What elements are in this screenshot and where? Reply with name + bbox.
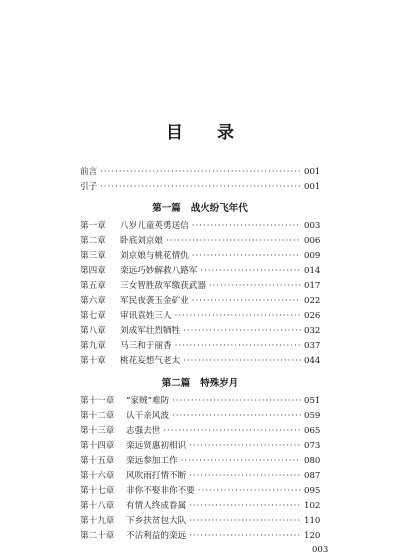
leader-dots [192, 294, 301, 308]
page-title: 目 录 [166, 123, 248, 143]
leader-dots [198, 484, 301, 498]
chapter-number: 第十七章 [80, 486, 115, 496]
toc-entry-title: 审讯袁姓三人 [120, 311, 172, 321]
part-heading: 第一篇 战火纷飞年代 [152, 203, 248, 214]
toc-entry[interactable] [80, 424, 320, 438]
leader-dots [166, 234, 301, 248]
chapter-number: 第十四章 [80, 441, 115, 451]
chapter-number: 第五章 [80, 281, 106, 291]
toc-entry[interactable] [80, 354, 320, 368]
toc-entry[interactable] [80, 264, 320, 278]
toc-entry-title: 认干亲风波 [126, 411, 169, 421]
leader-dots [100, 180, 301, 194]
leader-dots [181, 454, 301, 468]
chapter-number: 第三章 [80, 251, 106, 261]
toc-entry-page: 032 [304, 326, 321, 336]
leader-dots [175, 309, 301, 323]
toc-entry-page: 080 [304, 456, 321, 466]
chapter-number: 第十六章 [80, 471, 115, 481]
leader-dots [189, 469, 301, 483]
toc-entry-page: 022 [304, 296, 321, 306]
toc-entry-page: 044 [304, 356, 321, 366]
chapter-number: 第七章 [80, 311, 106, 321]
toc-entry-page: 059 [304, 411, 321, 421]
toc-entry[interactable] [80, 409, 320, 423]
toc-entry-page: 014 [304, 266, 321, 276]
toc-entry[interactable] [80, 294, 320, 308]
toc-entry-title: 桃花妄想气老太 [120, 356, 181, 366]
toc-entry[interactable] [80, 469, 320, 483]
leader-dots [172, 409, 301, 423]
toc-entry-preface[interactable] [80, 165, 320, 179]
toc-entry-page: 001 [304, 182, 321, 192]
chapter-number: 第九章 [80, 341, 106, 351]
toc-entry-page: 087 [304, 471, 321, 481]
toc-entry-title: 前言 [80, 167, 98, 177]
toc-entry-title: “家贼”难防 [126, 396, 170, 406]
toc-entry-page: 120 [304, 531, 321, 541]
chapter-number: 第十八章 [80, 501, 115, 511]
part-heading: 第二篇 特殊岁月 [161, 378, 239, 389]
toc-entry[interactable] [80, 249, 320, 263]
toc-entry[interactable] [80, 499, 320, 513]
toc-entry-title: 栾远贤惠初相识 [126, 441, 187, 451]
leader-dots [192, 249, 301, 263]
leader-dots [183, 324, 301, 338]
toc-entry-page: 037 [304, 341, 321, 351]
chapter-number: 第十五章 [80, 456, 115, 466]
chapter-number: 第六章 [80, 296, 106, 306]
chapter-number: 第十章 [80, 356, 106, 366]
toc-entry[interactable] [80, 394, 320, 408]
toc-entry-title: 引子 [80, 182, 98, 192]
toc-entry-page: 009 [304, 251, 321, 261]
toc-entry[interactable] [80, 309, 320, 323]
chapter-number: 第十三章 [80, 426, 115, 436]
chapter-number: 第十一章 [80, 396, 115, 406]
chapter-number: 第八章 [80, 326, 106, 336]
leader-dots [100, 165, 301, 179]
toc-entry[interactable] [80, 514, 320, 528]
toc-entry-page: 001 [304, 167, 321, 177]
toc-entry-page: 006 [304, 236, 321, 246]
toc-entry-title: 八岁儿童英勇送信 [120, 221, 189, 231]
toc-entry-title: 志强去世 [126, 426, 161, 436]
toc-entry-title: 刘京娘与桃花情仇 [120, 251, 189, 261]
toc-entry-title: 栾远参加工作 [126, 456, 178, 466]
leader-dots [172, 394, 301, 408]
toc-entry-title: 不沾利益的栾远 [126, 531, 187, 541]
leader-dots [192, 219, 301, 233]
toc-entry-page: 065 [304, 426, 321, 436]
chapter-number: 第二章 [80, 236, 106, 246]
toc-entry-title: 非你不娶非你不要 [126, 486, 195, 496]
leader-dots [189, 499, 301, 513]
toc-entry[interactable] [80, 339, 320, 353]
chapter-number: 第一章 [80, 221, 106, 231]
toc-entry-title: 卧底刘京娘 [120, 236, 163, 246]
leader-dots [175, 339, 301, 353]
toc-entry-title: 风吹雨打情不断 [126, 471, 187, 481]
toc-entry-title: 下乡扶贫包大队 [126, 516, 187, 526]
chapter-number: 第二十章 [80, 531, 115, 541]
toc-entry-page: 102 [304, 501, 321, 511]
leader-dots [189, 439, 301, 453]
toc-entry-page: 003 [304, 221, 321, 231]
toc-entry[interactable] [80, 234, 320, 248]
leader-dots [189, 529, 301, 543]
leader-dots [189, 514, 301, 528]
toc-entry-title: 栾远巧妙解救八路军 [120, 266, 198, 276]
toc-entry-page: 110 [304, 516, 321, 526]
toc-entry-title: 马三和于丽香 [120, 341, 172, 351]
toc-entry-prologue[interactable] [80, 180, 320, 194]
toc-entry-page: 026 [304, 311, 321, 321]
page-number: 003 [312, 545, 329, 555]
chapter-number: 第十九章 [80, 516, 115, 526]
toc-entry[interactable] [80, 219, 320, 233]
toc-entry-title: 军民夜袭玉金矿业 [120, 296, 189, 306]
toc-entry-page: 095 [304, 486, 321, 496]
toc-entry-page: 051 [304, 396, 321, 406]
chapter-number: 第十二章 [80, 411, 115, 421]
toc-entry-page: 073 [304, 441, 321, 451]
leader-dots [209, 279, 301, 293]
toc-entry-title: 三女智胜敌军缴获武器 [120, 281, 206, 291]
toc-entry[interactable] [80, 279, 320, 293]
toc-entry-title: 刘成军壮烈牺牲 [120, 326, 181, 336]
toc-entry-page: 017 [304, 281, 321, 291]
toc-entry[interactable] [80, 439, 320, 453]
toc-entry-title: 有情人终成眷属 [126, 501, 187, 511]
chapter-number: 第四章 [80, 266, 106, 276]
toc-entry[interactable] [80, 324, 320, 338]
leader-dots [200, 264, 301, 278]
toc-entry[interactable] [80, 484, 320, 498]
leader-dots [163, 424, 301, 438]
toc-entry[interactable] [80, 529, 320, 543]
leader-dots [183, 354, 301, 368]
toc-entry[interactable] [80, 454, 320, 468]
